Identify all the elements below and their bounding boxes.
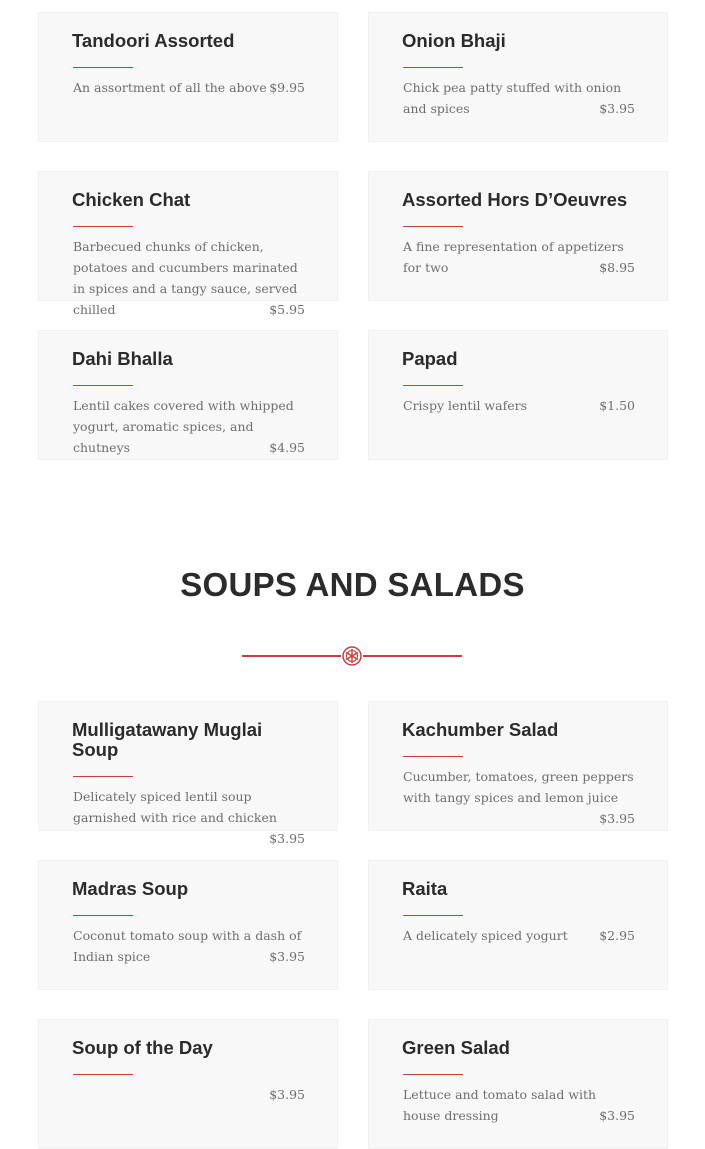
menu-item-title: Mulligatawany Muglai Soup <box>72 719 263 760</box>
menu-item-title: Raita <box>402 878 448 899</box>
title-underline <box>403 385 463 386</box>
menu-item-description <box>73 236 305 320</box>
menu-item-title: Tandoori Assorted <box>72 30 235 51</box>
menu-item-description <box>403 236 635 278</box>
menu-item-description <box>403 1084 635 1126</box>
title-underline <box>403 915 463 916</box>
menu-item-description <box>73 786 305 849</box>
menu-item-price: $3.95 <box>269 831 305 846</box>
description-text: Cucumber, tomatoes, green peppers with tangy spices and lemon juice <box>403 769 634 805</box>
menu-item-description <box>73 925 305 967</box>
menu-item-price: $3.95 <box>269 1087 305 1102</box>
title-underline <box>403 756 463 757</box>
menu-item-title: Dahi Bhalla <box>72 348 173 369</box>
menu-item-title: Green Salad <box>402 1037 510 1058</box>
menu-item-title: Chicken Chat <box>72 189 191 210</box>
menu-item-price: $2.95 <box>599 928 635 943</box>
menu-item-description <box>403 395 635 416</box>
menu-item-price: $1.50 <box>599 398 635 413</box>
menu-item-price: $4.95 <box>269 440 305 455</box>
title-underline <box>73 1074 133 1075</box>
description-text: Lentil cakes covered with whipped yogurt, aromatic spices, and chutneys <box>73 398 294 455</box>
description-text: A fine representation of appetizers for two <box>403 239 624 275</box>
description-text: Delicately spiced lentil soup garnished with rice and chicken <box>73 789 277 825</box>
menu-item-card <box>38 330 338 460</box>
star-emblem-icon <box>343 647 361 665</box>
menu-item-price: $3.95 <box>599 1108 635 1123</box>
menu-item-price: $3.95 <box>269 949 305 964</box>
menu-item-card <box>368 12 668 142</box>
menu-item-card <box>38 701 338 846</box>
description-text: Barbecued chunks of chicken, potatoes and cucumbers marinated in spices and a tangy sauce, served chilled <box>73 239 298 317</box>
description-text: Crispy lentil wafers <box>403 398 527 413</box>
menu-item-price: $3.95 <box>599 101 635 116</box>
title-underline <box>73 67 133 68</box>
menu-item-title: Kachumber Salad <box>402 719 559 740</box>
description-text: Coconut tomato soup with a dash of Indian spice <box>73 928 302 964</box>
description-text: A delicately spiced yogurt <box>403 928 568 943</box>
menu-item-price: $8.95 <box>599 260 635 275</box>
menu-item-description <box>403 77 635 119</box>
menu-item-description <box>403 766 635 829</box>
menu-item-price: $3.95 <box>599 811 635 826</box>
menu-item-title: Soup of the Day <box>72 1037 213 1058</box>
menu-item-card <box>368 701 668 831</box>
menu-item-description <box>73 1084 305 1105</box>
menu-item-title: Papad <box>402 348 458 369</box>
menu-item-card <box>368 860 668 990</box>
menu-item-description <box>73 77 305 98</box>
menu-item-description <box>73 395 305 458</box>
menu-item-card <box>368 171 668 301</box>
menu-item-price: $5.95 <box>269 302 305 317</box>
menu-item-title: Assorted Hors D’Oeuvres <box>402 189 628 210</box>
menu-item-title: Onion Bhaji <box>402 30 506 51</box>
description-text: Lettuce and tomato salad with house dressing <box>403 1087 597 1123</box>
title-underline <box>73 226 133 227</box>
title-underline <box>403 226 463 227</box>
menu-item-description <box>403 925 635 946</box>
title-underline <box>73 776 133 777</box>
title-underline <box>403 1074 463 1075</box>
description-text: Chick pea patty stuffed with onion and spices <box>403 80 622 116</box>
title-underline <box>73 915 133 916</box>
title-underline <box>403 67 463 68</box>
menu-item-price: $9.95 <box>269 80 305 95</box>
menu-item-title: Madras Soup <box>72 878 189 899</box>
menu-item-card <box>38 1019 338 1149</box>
section-divider <box>240 644 464 668</box>
menu-item-card <box>368 330 668 460</box>
section-title: SOUPS AND SALADS <box>180 566 525 603</box>
menu-item-card <box>368 1019 668 1149</box>
menu-item-card <box>38 12 338 142</box>
menu-item-card <box>38 171 338 317</box>
menu-item-card <box>38 860 338 990</box>
description-text: An assortment of all the above <box>73 80 267 95</box>
title-underline <box>73 385 133 386</box>
